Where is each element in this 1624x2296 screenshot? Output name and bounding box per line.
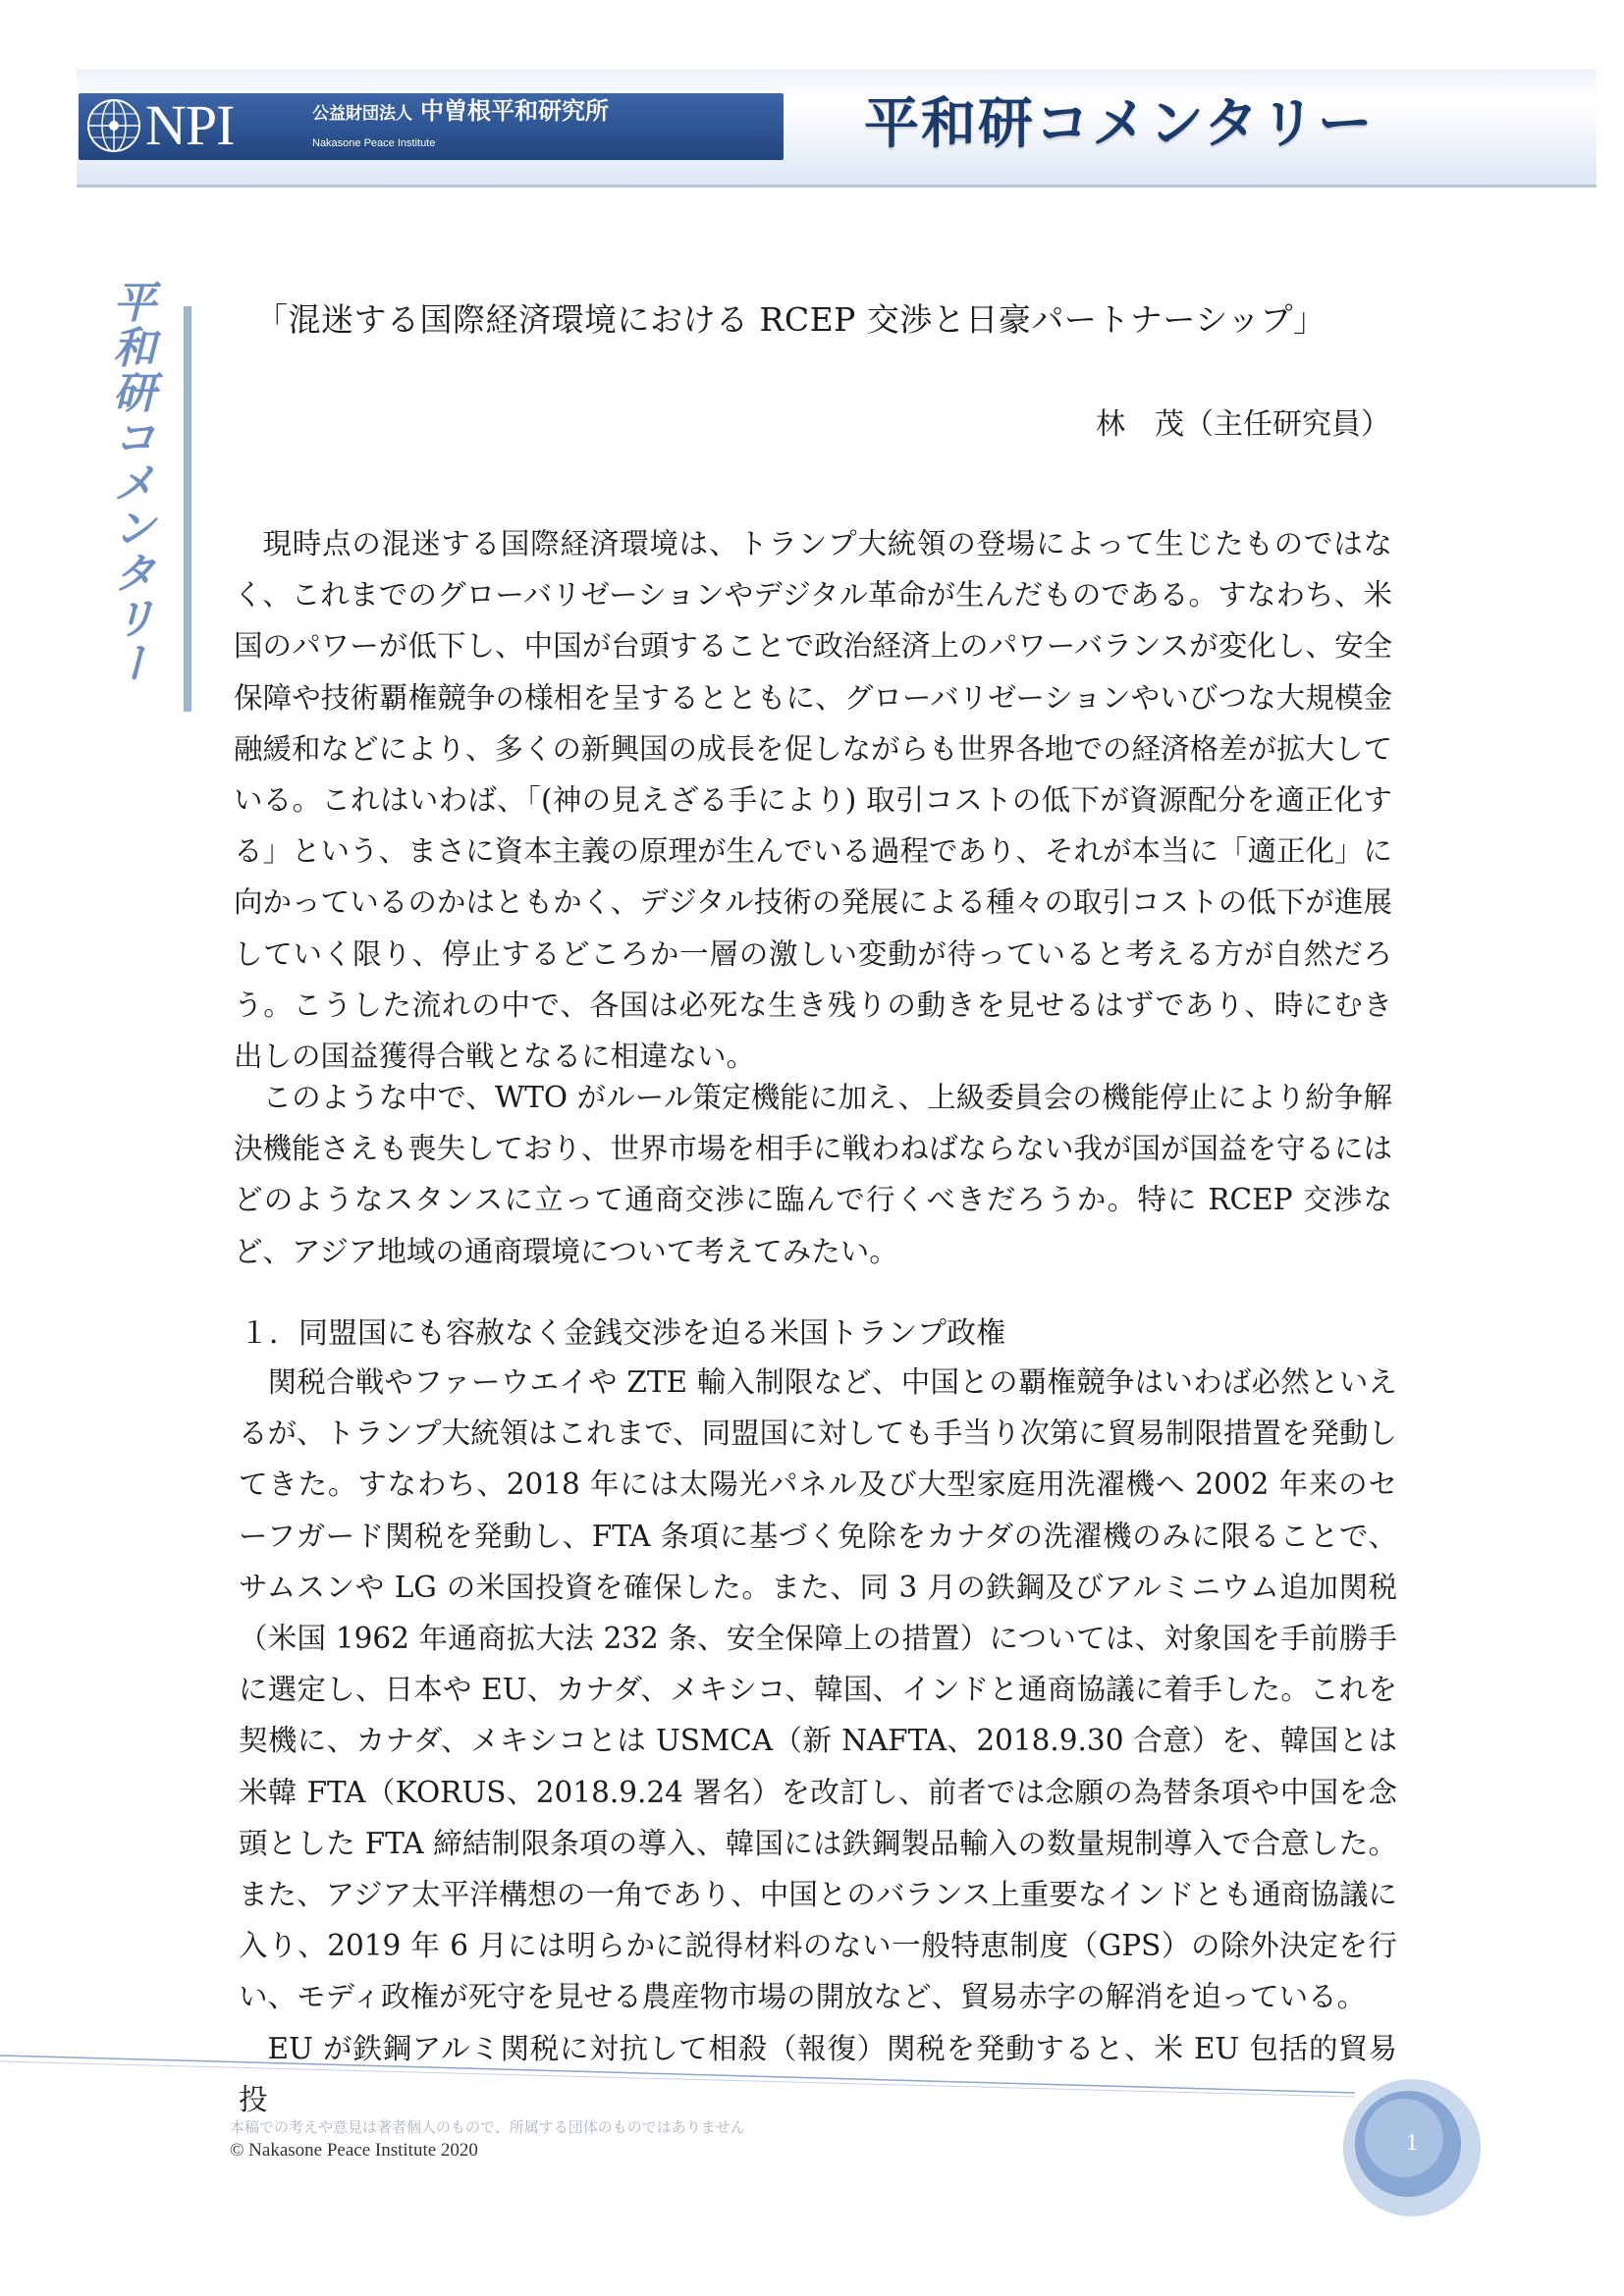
article-author: 林 茂（主任研究員） xyxy=(1096,407,1390,442)
footer-disclaimer: 本稿での考えや意見は著者個人のもので、所属する団体のものではありません xyxy=(230,2118,745,2136)
section-heading: １．同盟国にも容赦なく金銭交渉を迫る米国トランプ政権 xyxy=(240,1316,1005,1351)
paragraph: このような中で、WTO がルール策定機能に加え、上級委員会の機能停止により紛争解決機能さえも喪失しており、世界市場を相手に戦わねばならない我が国が国益を守るにはどのようなスタンスに立って通商交渉に臨んで行くべきだろうか。特に RCEP 交渉など、アジア地域の通商環境について考えてみたい。 xyxy=(234,1081,1393,1268)
article-title: 「混迷する国際経済環境における RCEP 交渉と日豪パートナーシップ」 xyxy=(255,300,1326,339)
org-name-en: Nakasone Peace Institute xyxy=(312,137,436,149)
side-rule xyxy=(184,306,191,712)
side-label: 平和研コメンタリー xyxy=(105,280,155,686)
org-prefix: 公益財団法人 xyxy=(312,104,412,124)
section-body xyxy=(239,1357,1397,2125)
intro-paragraph-2 xyxy=(234,1072,1392,1277)
paragraph: 現時点の混迷する国際経済環境は、トランプ大統領の登場によって生じたものではなく、これまでのグローバリゼーションやデジタル革命が生んだものである。すなわち、米国のパワーが低下し、中国が台頭することで政治経済上のパワーバランスが変化し、安全保障や技術覇権競争の様相を呈するとともに、グローバリゼーションやいびつな大規模金融緩和などにより、多くの新興国の成長を促しながらも世界各地での経済格差が拡大している。これはいわば、「(神の見えざる手により) 取引コストの低下が資源配分を適正化する」という、まさに資本主義の原理が生んでいる過程であり、それが本当に「適正化」に向かっているのかはともかく、デジタル技術の発展による種々の取引コストの低下が進展していく限り、停止するどころか一層の激しい変動が待っていると考える方が自然だろう。こうした流れの中で、各国は必死な生き残りの動きを見せるはずであり、時にむき出しの国益獲得合戦となるに相違ない。 xyxy=(234,527,1393,1074)
footer-copyright: © Nakasone Peace Institute 2020 xyxy=(230,2140,478,2161)
paragraph: 関税合戦やファーウエイや ZTE 輸入制限など、中国との覇権競争はいわば必然といえるが、トランプ大統領はこれまで、同盟国に対しても手当り次第に貿易制限措置を発動してきた。すなわち、2018 年には太陽光パネル及び大型家庭用洗濯機へ 2002 年来のセーフガード関税を発動し、FTA 条項に基づく免除をカナダの洗濯機のみに限ることで、サムスンや LG の米国投資を確保した。また、同 3 月の鉄鋼及びアルミニウム追加関税（米国 1962 年通商拡大法 232 条、安全保障上の措置）については、対象国を手前勝手に選定し、日本や EU、カナダ、メキシコ、韓国、インドと通商協議に着手した。これを契機に、カナダ、メキシコとは USMCA（新 NAFTA、2018.9.30 合意）を、韓国とは米韓 FTA（KORUS、2018.9.24 署名）を改訂し、前者では念願の為替条項や中国を念頭とした FTA 締結制限条項の導入、韓国には鉄鋼製品輸入の数量規制導入で合意した。また、アジア太平洋構想の一角であり、中国とのバランス上重要なインドとも通商協議に入り、2019 年 6 月には明らかに説得材料のない一般特恵制度（GPS）の除外決定を行い、モディ政権が死守を見せる農産物市場の開放など、貿易赤字の解消を迫っている。 xyxy=(239,1365,1397,2014)
footer-decoration xyxy=(0,2032,1624,2296)
page-number: 1 xyxy=(1406,2130,1418,2156)
series-title: 平和研コメンタリー xyxy=(864,92,1375,156)
paragraph: EU が鉄鋼アルミ関税に対抗して相殺（報復）関税を発動すると、米 EU 包括的貿易投 xyxy=(239,2031,1397,2116)
org-name-main: 中曽根平和研究所 xyxy=(420,97,609,125)
intro-paragraph-1 xyxy=(234,518,1392,1082)
globe-emblem-icon xyxy=(84,96,143,155)
logo-text: NPI xyxy=(145,93,235,157)
org-name xyxy=(312,98,609,127)
